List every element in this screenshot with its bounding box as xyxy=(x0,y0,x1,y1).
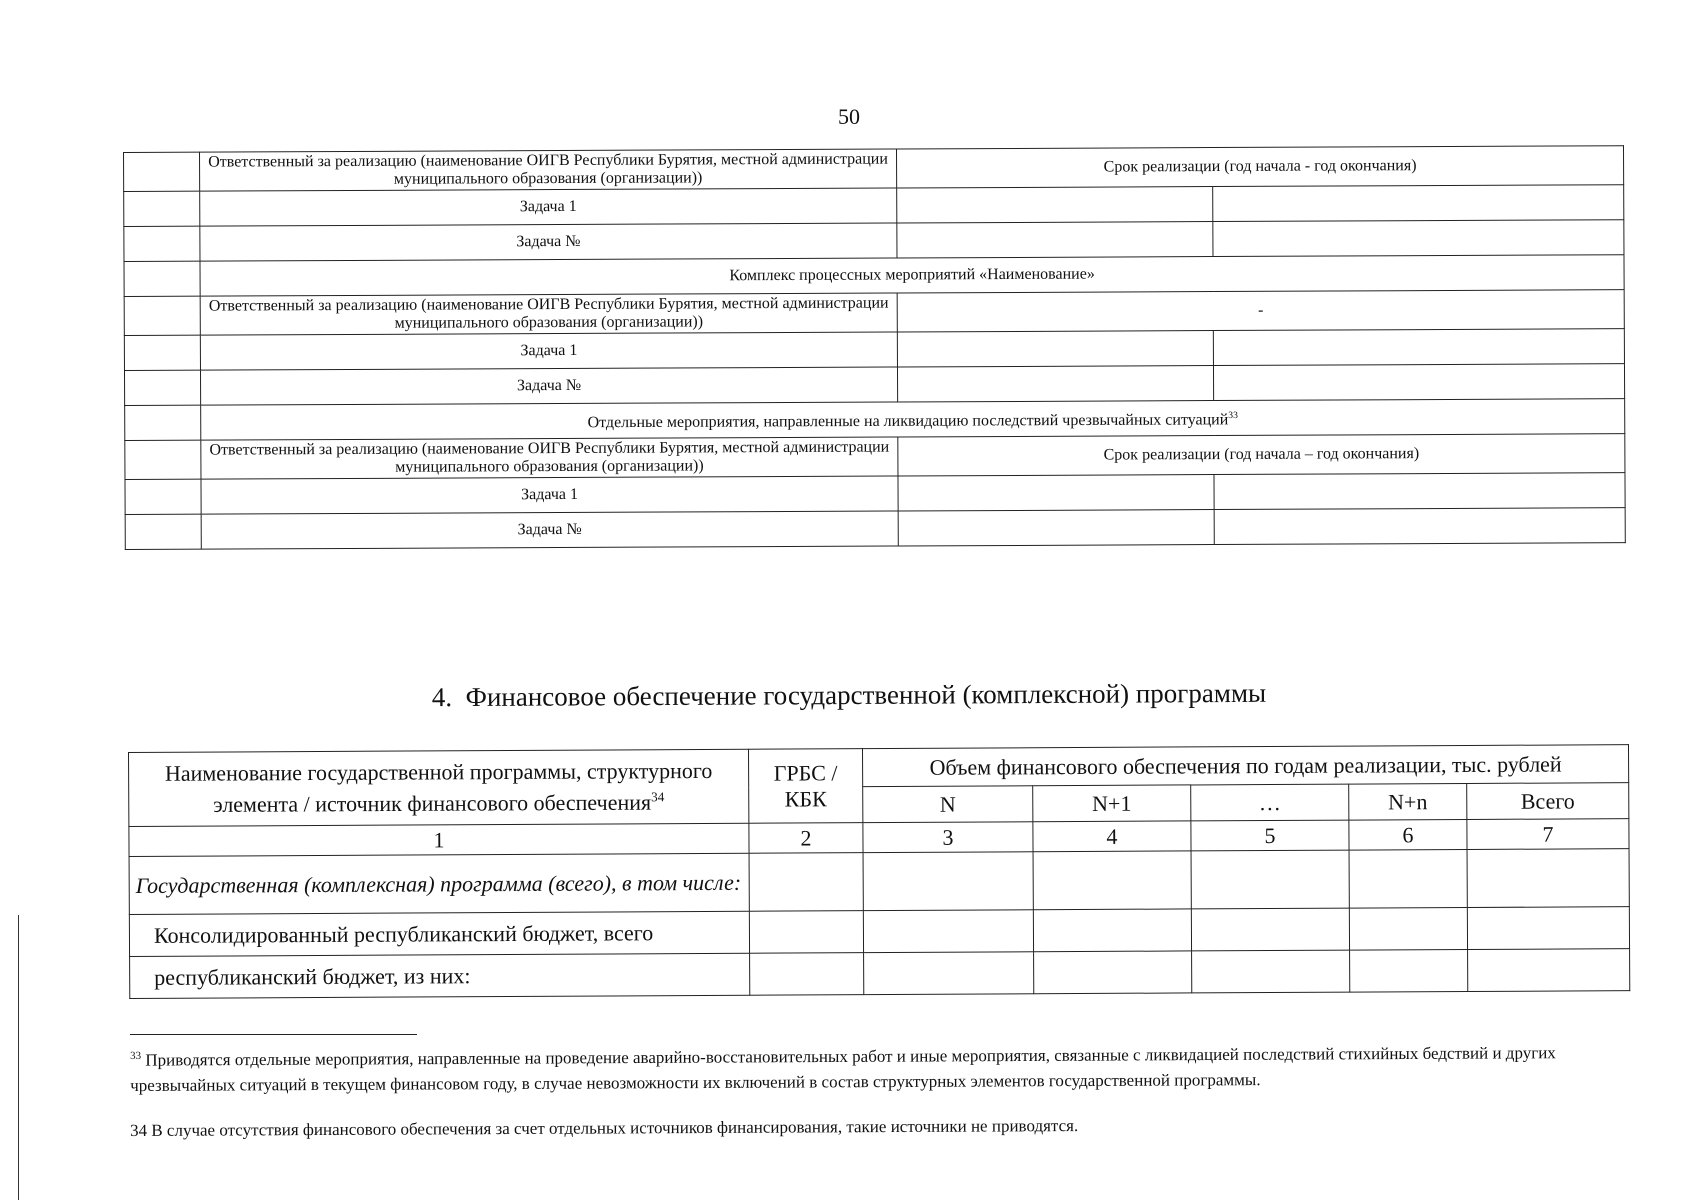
empty-cell xyxy=(1214,473,1625,510)
responsible-label: Ответственный за реализацию (наименование ОИГВ Республики Бурятия, местной администрации муниципального образования (организации)) xyxy=(200,149,897,191)
name-column-header xyxy=(129,749,749,826)
empty-cell xyxy=(1034,951,1192,994)
year-header: N+1 xyxy=(1033,785,1191,822)
row-marker-cell xyxy=(125,440,201,479)
section-number: 4. xyxy=(431,682,453,713)
finance-table xyxy=(128,744,1630,999)
column-number: 3 xyxy=(863,822,1033,853)
footnote-34: 34 В случае отсутствия финансового обеспечения за счет отдельных источников финансирования, такие источники не приводятся. xyxy=(130,1116,1079,1140)
footnote-33-text: Приводятся отдельные мероприятия, направленные на проведение аварийно-восстановительных работ и иные мероприятия, связанные с ликвидацией последствий стихийных бедствий и других чрезвычайных ситуаций в текущем финансовом году, в случае невозможности их включений в состав структурных элементов государственной программы. xyxy=(130,1043,1556,1095)
empty-cell xyxy=(897,331,1213,367)
footnote-33-mark: 33 xyxy=(130,1049,142,1062)
empty-cell xyxy=(898,475,1214,511)
implementation-table xyxy=(123,145,1626,550)
year-header: N+n xyxy=(1349,783,1467,820)
task-n-label: Задача № xyxy=(200,367,897,405)
volume-column-header: Объем финансового обеспечения по годам реализации, тыс. рублей xyxy=(862,745,1628,787)
section-title: Финансовое обеспечение государственной (комплексной) программы xyxy=(465,677,1267,713)
empty-cell xyxy=(1213,220,1624,257)
task-1-label: Задача 1 xyxy=(200,332,897,370)
column-number: 5 xyxy=(1191,820,1349,851)
table-row xyxy=(129,849,1629,915)
empty-cell xyxy=(863,852,1033,911)
table-row xyxy=(125,434,1625,480)
empty-cell xyxy=(1350,949,1468,992)
year-header: N xyxy=(863,786,1033,823)
grbs-column-header: ГРБС / КБК xyxy=(748,749,862,824)
empty-cell xyxy=(749,911,863,954)
row-marker-cell xyxy=(124,370,200,405)
empty-cell xyxy=(1191,908,1349,951)
task-1-label: Задача 1 xyxy=(200,188,897,226)
page-number: 50 xyxy=(838,104,860,129)
responsible-label: Ответственный за реализацию (наименование ОИГВ Республики Бурятия, местной администрации муниципального образования (организации)) xyxy=(200,293,897,335)
task-1-label: Задача 1 xyxy=(201,476,898,514)
row-marker-cell xyxy=(124,296,200,335)
empty-cell xyxy=(1349,849,1467,908)
empty-cell xyxy=(1213,185,1624,222)
empty-cell xyxy=(1467,849,1629,908)
empty-cell xyxy=(898,510,1214,546)
empty-cell xyxy=(1467,907,1629,950)
row-marker-cell xyxy=(124,152,200,191)
empty-cell xyxy=(863,910,1033,953)
column-number: 1 xyxy=(129,823,749,856)
emergency-heading-text: Отдельные мероприятия, направленные на ликвидацию последствий чрезвычайных ситуаций xyxy=(587,411,1229,432)
name-column-header-text: Наименование государственной программы, структурного элемента / источник финансового обеспечения xyxy=(164,757,713,817)
empty-cell xyxy=(1192,950,1350,993)
footnote-separator xyxy=(130,1034,417,1035)
term-value: - xyxy=(897,290,1624,332)
row-marker-cell xyxy=(125,514,201,549)
total-header: Всего xyxy=(1467,783,1629,820)
empty-cell xyxy=(1349,907,1467,950)
program-total-row-label: Государственная (комплексная) программа (всего), в том числе: xyxy=(129,853,749,914)
term-label: Срок реализации (год начала - год окончания) xyxy=(896,146,1623,188)
footnote-ref-34: 34 xyxy=(651,789,665,805)
table-row xyxy=(124,290,1624,336)
table-row xyxy=(125,508,1625,550)
footnote-33 xyxy=(130,1036,1580,1097)
scan-margin-line xyxy=(18,915,19,1200)
section-heading xyxy=(0,676,1698,716)
row-marker-cell xyxy=(125,479,201,514)
empty-cell xyxy=(897,366,1213,402)
table-row xyxy=(130,949,1630,999)
empty-cell xyxy=(1033,909,1191,952)
responsible-label: Ответственный за реализацию (наименование ОИГВ Республики Бурятия, местной администрации муниципального образования (организации)) xyxy=(201,437,898,479)
row-marker-cell xyxy=(124,226,200,261)
task-n-label: Задача № xyxy=(200,223,897,261)
row-marker-cell xyxy=(125,405,201,440)
row-marker-cell xyxy=(124,335,200,370)
empty-cell xyxy=(897,187,1213,223)
empty-cell xyxy=(1213,364,1624,401)
empty-cell xyxy=(1033,851,1191,910)
empty-cell xyxy=(1214,508,1625,545)
empty-cell xyxy=(1191,850,1349,909)
table-row xyxy=(124,146,1624,192)
column-number: 7 xyxy=(1467,819,1629,850)
republic-budget-row-label: республиканский бюджет, из них: xyxy=(130,953,750,998)
term-label: Срок реализации (год начала – год окончания) xyxy=(898,434,1625,476)
row-marker-cell xyxy=(124,191,200,226)
empty-cell xyxy=(1213,329,1624,366)
empty-cell xyxy=(750,953,864,996)
column-number: 6 xyxy=(1349,819,1467,850)
empty-cell xyxy=(1468,949,1630,992)
empty-cell xyxy=(864,952,1034,995)
task-n-label: Задача № xyxy=(201,511,898,549)
empty-cell xyxy=(749,853,863,912)
year-header: … xyxy=(1191,784,1349,821)
empty-cell xyxy=(897,222,1213,258)
column-number: 2 xyxy=(749,823,863,854)
footnote-ref-33: 33 xyxy=(1228,409,1238,421)
consolidated-budget-row-label: Консолидированный республиканский бюджет, всего xyxy=(129,911,749,956)
row-marker-cell xyxy=(124,261,200,296)
process-complex-heading: Комплекс процессных мероприятий «Наименование» xyxy=(200,255,1624,296)
column-number: 4 xyxy=(1033,821,1191,852)
